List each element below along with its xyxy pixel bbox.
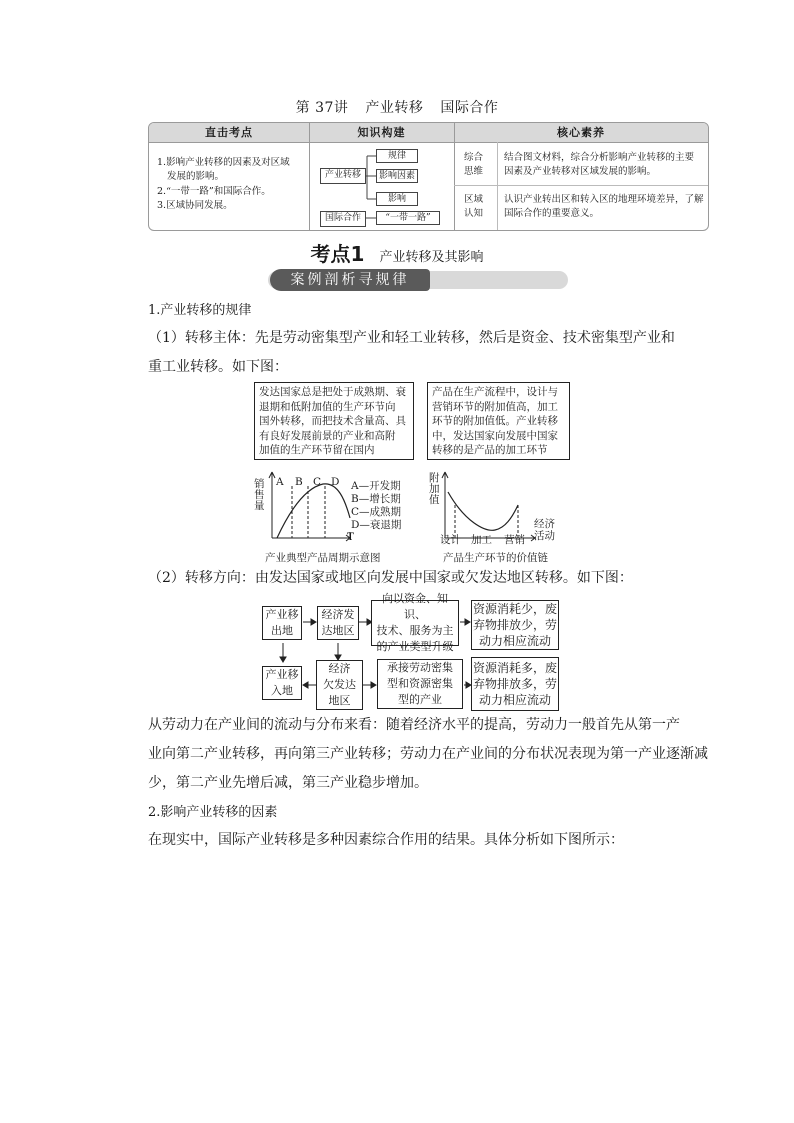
- legend-item: A—开发期: [351, 480, 401, 492]
- ylabel-char: 加: [429, 483, 440, 495]
- callout-line: 环节的附加值低。产业转移: [432, 415, 558, 427]
- callout-line: 营销环节的附加值高，加工: [432, 400, 558, 413]
- divider: [454, 185, 708, 186]
- box-line: 达地区: [321, 624, 355, 637]
- legend-item: B—增长期: [351, 493, 401, 505]
- section-label: 考点1: [310, 242, 365, 266]
- box-line: 动力相应流动: [478, 693, 551, 707]
- map-node-law: 规律: [376, 149, 418, 163]
- box-upgrade: [371, 592, 459, 653]
- box-effect-in: [471, 657, 559, 711]
- lesson-title: [0, 97, 794, 117]
- point-3: 3.区域协同发展。: [157, 200, 233, 211]
- col-header-literacy: 核心素养: [557, 126, 605, 139]
- box-line: 向以资金、知识、: [382, 592, 448, 621]
- topic-1: 产业转移: [365, 100, 424, 116]
- literacy-1-name: 综合: [464, 152, 484, 163]
- section-heading: [0, 238, 794, 267]
- tick-A: A: [276, 476, 284, 488]
- ylabel-char: 量: [254, 500, 265, 512]
- box-effect-out: [471, 600, 559, 650]
- box-line: 型的产业: [398, 693, 442, 706]
- point-1b: 发展的影响。: [167, 171, 225, 182]
- literacy-1-name2: 思维: [464, 166, 484, 177]
- xtick-process: 加工: [471, 534, 492, 546]
- case-banner: [268, 269, 568, 291]
- xtick-marketing: 营销: [504, 534, 525, 546]
- xlabel-left: T: [347, 531, 355, 543]
- callout-line: 发达国家总是把处于成熟期、衰: [259, 386, 406, 398]
- caption-right: 产品生产环节的价值链: [443, 552, 548, 564]
- box-out-area: [262, 606, 302, 640]
- point-2: 2.“一带一路”和国际合作。: [157, 186, 271, 197]
- ylabel-char: 销: [254, 478, 265, 490]
- literacy-2-name2: 认知: [464, 208, 484, 219]
- ylabel-char: 售: [254, 489, 265, 501]
- ylabel-left: [254, 479, 265, 512]
- tick-D: D: [331, 476, 340, 488]
- box-line: 产业移: [265, 608, 299, 621]
- literacy-2-name: 区域: [464, 194, 484, 205]
- box-less-developed: [316, 660, 363, 710]
- value-chain-curve: [448, 492, 518, 530]
- callout-line: 中，发达国家向发展中国家: [432, 429, 558, 442]
- paragraph-line: （2）转移方向：由发达国家或地区向发展中国家或欠发达地区转移。如下图：: [148, 570, 633, 586]
- box-line: 型和资源密集: [387, 677, 453, 690]
- paragraph-line: 从劳动力在产业间的流动与分布来看：随着经济水平的提高，劳动力一般首先从第一产: [148, 717, 680, 733]
- map-root-transfer: 产业转移: [320, 168, 366, 184]
- box-line: 入地: [271, 684, 293, 697]
- callout-line: 有良好发展前景的产业和高附: [259, 429, 396, 442]
- tick-C: C: [313, 476, 322, 488]
- point-1: 1.影响产业转移的因素及对区域: [157, 157, 290, 168]
- xlabel-line: 经济: [534, 518, 555, 530]
- xlabel-right: [534, 518, 555, 542]
- legend-item: C—成熟期: [351, 506, 402, 518]
- box-line: 弃物排放多，劳: [472, 677, 557, 691]
- box-in-area: [262, 666, 302, 700]
- literacy-1-text: 结合图文材料，综合分析影响产业转移的主要: [504, 152, 695, 163]
- paragraph-line: 少，第二产业先增后减，第三产业稳步增加。: [148, 775, 428, 791]
- box-line: 经济: [328, 662, 351, 675]
- map-root-cooperation: 国际合作: [320, 211, 366, 227]
- literacy-2-text: 认识产业转出区和转入区的地理环境差异，了解: [504, 194, 704, 205]
- map-node-impact: 影响: [376, 192, 418, 206]
- overview-table: [148, 122, 709, 231]
- box-line: 出地: [271, 624, 293, 637]
- callout-line: 退期和低附加值的生产环节向: [259, 400, 396, 413]
- figure-1-graphs: [250, 460, 580, 545]
- ylabel-char: 值: [429, 494, 440, 506]
- box-line: 资源消耗多，废: [472, 661, 557, 675]
- box-line: 资源消耗少，废: [472, 602, 557, 616]
- callout-right: [427, 382, 570, 460]
- map-node-belt-road: “一带一路”: [376, 211, 440, 225]
- map-node-factors: 影响因素: [376, 169, 418, 183]
- box-accept: [377, 659, 463, 709]
- lifecycle-curve: [277, 484, 350, 538]
- ylabel-char: 附: [429, 472, 440, 484]
- xlabel-line: 活动: [534, 530, 555, 542]
- divider: [454, 123, 455, 230]
- divider: [497, 142, 498, 230]
- callout-line: 产品在生产流程中，设计与: [432, 386, 558, 398]
- box-line: 产业移: [265, 668, 299, 681]
- heading-factors: 2.影响产业转移的因素: [148, 805, 278, 820]
- legend-left: [351, 480, 401, 532]
- literacy-1-text2: 因素及产业转移对区域发展的影响。: [504, 166, 657, 177]
- lecture-number: 第 37讲: [295, 100, 349, 116]
- xtick-design: 设计: [440, 534, 461, 546]
- box-line: 经济发: [321, 608, 355, 621]
- tick-B: B: [295, 476, 303, 488]
- callout-line: 加值的生产环节留在国内: [259, 444, 375, 456]
- caption-left: 产业典型产品周期示意图: [265, 552, 381, 564]
- callout-line: 国外转移，而把技术含量高、具: [259, 415, 406, 427]
- box-line: 弃物排放少，劳: [472, 618, 557, 632]
- paragraph-line: （1）转移主体：先是劳动密集型产业和轻工业转移，然后是资金、技术密集型产业和: [148, 330, 675, 346]
- topic-2: 国际合作: [440, 100, 499, 116]
- ylabel-right: [429, 473, 440, 506]
- col-header-knowledge: 知识构建: [357, 126, 406, 139]
- callout-line: 转移的是产品的加工环节: [432, 444, 548, 456]
- callout-left: [254, 382, 414, 460]
- paragraph-line: 在现实中，国际产业转移是多种因素综合作用的结果。具体分析如下图所示：: [148, 832, 624, 848]
- box-line: 承接劳动密集: [387, 661, 453, 674]
- box-developed: [317, 606, 359, 640]
- box-line: 的产业类型升级: [376, 640, 454, 653]
- banner-label: 案例剖析寻规律: [270, 269, 430, 291]
- paragraph-line: 重工业转移。如下图：: [148, 359, 288, 375]
- box-line: 动力相应流动: [478, 634, 551, 648]
- literacy-2-text2: 国际合作的重要意义。: [504, 208, 600, 219]
- paragraph-line: 业向第二产业转移，再向第三产业转移；劳动力在产业间的分布状况表现为第一产业逐渐减: [148, 746, 708, 762]
- col-header-points: 直击考点: [205, 126, 253, 139]
- heading-law: 1.产业转移的规律: [148, 303, 252, 318]
- box-line: 地区: [328, 694, 351, 707]
- legend-item: D—衰退期: [351, 519, 402, 531]
- box-line: 欠发达: [323, 678, 356, 691]
- box-line: 技术、服务为主: [376, 624, 454, 637]
- section-title: 产业转移及其影响: [379, 250, 484, 265]
